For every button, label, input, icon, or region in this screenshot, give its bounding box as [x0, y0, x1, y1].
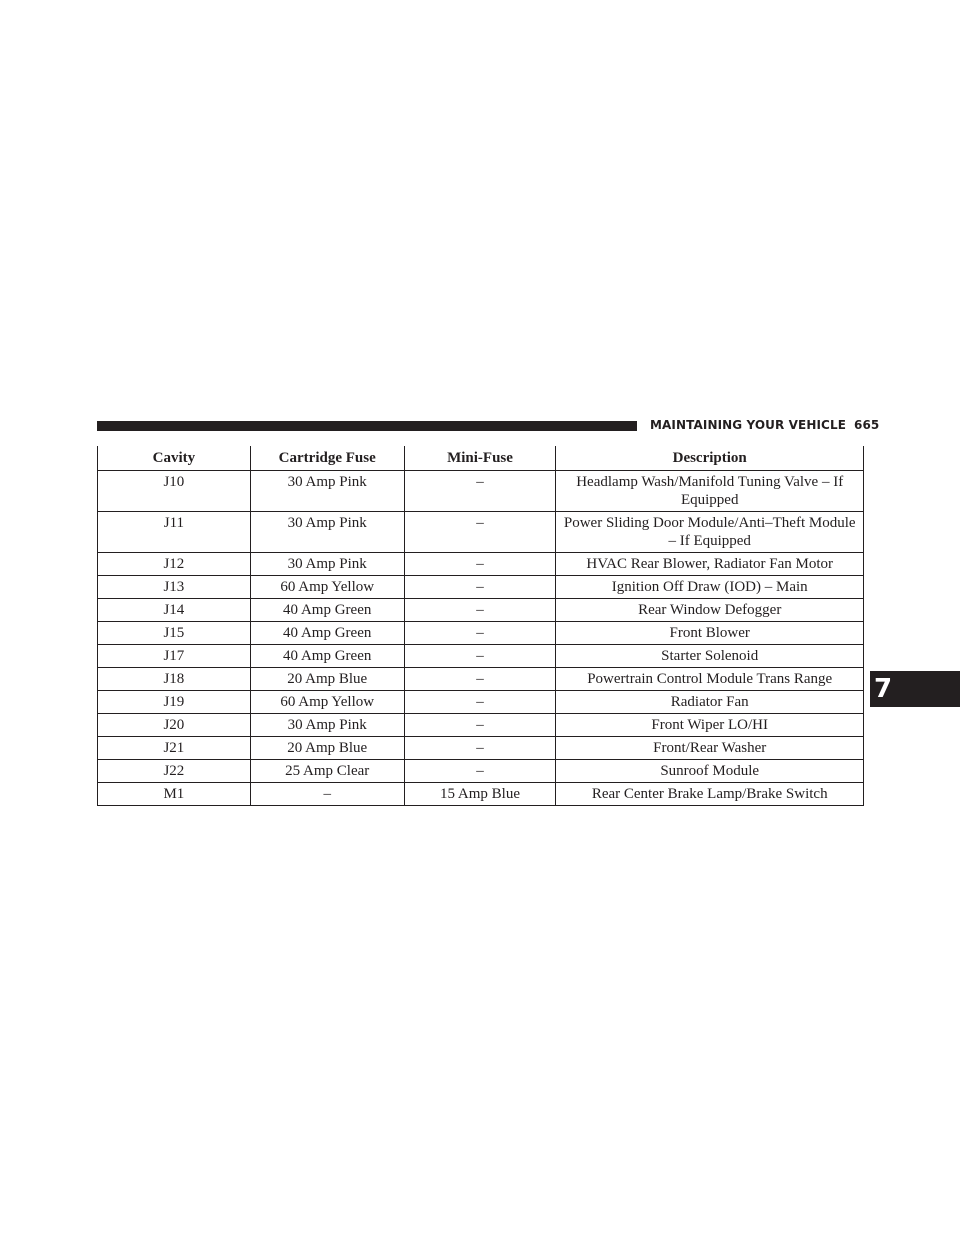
cell-cartridge-fuse: 40 Amp Green: [250, 599, 404, 622]
table-row: [98, 576, 864, 599]
chapter-tab: [870, 671, 960, 707]
cell-cartridge-fuse: –: [250, 783, 404, 806]
cell-cartridge-fuse: 30 Amp Pink: [250, 553, 404, 576]
cell-mini-fuse: –: [404, 691, 556, 714]
cell-mini-fuse: –: [404, 737, 556, 760]
cell-mini-fuse: –: [404, 622, 556, 645]
table-row: [98, 668, 864, 691]
cell-cartridge-fuse: 40 Amp Green: [250, 622, 404, 645]
table-header: [98, 446, 864, 471]
table-row: [98, 783, 864, 806]
cell-cavity: J11: [98, 512, 251, 553]
cell-description: Front/Rear Washer: [556, 737, 864, 760]
header-row: [98, 446, 864, 471]
cell-cavity: M1: [98, 783, 251, 806]
cell-description: Front Blower: [556, 622, 864, 645]
cell-mini-fuse: –: [404, 599, 556, 622]
section-title: MAINTAINING YOUR VEHICLE: [650, 418, 846, 432]
cell-cavity: J19: [98, 691, 251, 714]
chapter-number: 7: [874, 674, 893, 704]
fuse-table: [97, 446, 864, 806]
column-header-cartridge-fuse: Cartridge Fuse: [250, 446, 404, 471]
column-header-cavity: Cavity: [98, 446, 251, 471]
cell-mini-fuse: –: [404, 760, 556, 783]
table-row: [98, 512, 864, 553]
cell-mini-fuse: –: [404, 553, 556, 576]
header-rule: [97, 421, 637, 431]
cell-mini-fuse: 15 Amp Blue: [404, 783, 556, 806]
table-row: [98, 760, 864, 783]
cell-cavity: J10: [98, 471, 251, 512]
cell-cartridge-fuse: 20 Amp Blue: [250, 668, 404, 691]
cell-cavity: J17: [98, 645, 251, 668]
table-row: [98, 714, 864, 737]
cell-cartridge-fuse: 20 Amp Blue: [250, 737, 404, 760]
cell-description: Starter Solenoid: [556, 645, 864, 668]
table-row: [98, 691, 864, 714]
cell-cavity: J22: [98, 760, 251, 783]
cell-cartridge-fuse: 40 Amp Green: [250, 645, 404, 668]
table-row: [98, 471, 864, 512]
cell-cavity: J20: [98, 714, 251, 737]
table-body: [98, 471, 864, 806]
cell-mini-fuse: –: [404, 645, 556, 668]
cell-description: Front Wiper LO/HI: [556, 714, 864, 737]
cell-cavity: J14: [98, 599, 251, 622]
cell-mini-fuse: –: [404, 668, 556, 691]
cell-description: Rear Center Brake Lamp/Brake Switch: [556, 783, 864, 806]
cell-cavity: J13: [98, 576, 251, 599]
cell-cavity: J21: [98, 737, 251, 760]
cell-description: Ignition Off Draw (IOD) – Main: [556, 576, 864, 599]
column-header-mini-fuse: Mini-Fuse: [404, 446, 556, 471]
cell-cartridge-fuse: 30 Amp Pink: [250, 714, 404, 737]
cell-cavity: J18: [98, 668, 251, 691]
page-number: 665: [854, 418, 880, 432]
cell-description: Power Sliding Door Module/Anti–Theft Module – If Equipped: [556, 512, 864, 553]
cell-description: Powertrain Control Module Trans Range: [556, 668, 864, 691]
cell-description: HVAC Rear Blower, Radiator Fan Motor: [556, 553, 864, 576]
cell-description: Rear Window Defogger: [556, 599, 864, 622]
cell-description: Sunroof Module: [556, 760, 864, 783]
cell-mini-fuse: –: [404, 576, 556, 599]
column-header-description: Description: [556, 446, 864, 471]
cell-cartridge-fuse: 60 Amp Yellow: [250, 691, 404, 714]
cell-description: Radiator Fan: [556, 691, 864, 714]
table-row: [98, 645, 864, 668]
cell-cartridge-fuse: 30 Amp Pink: [250, 471, 404, 512]
cell-cavity: J15: [98, 622, 251, 645]
table-row: [98, 737, 864, 760]
cell-cavity: J12: [98, 553, 251, 576]
table-row: [98, 599, 864, 622]
cell-description: Headlamp Wash/Manifold Tuning Valve – If Equipped: [556, 471, 864, 512]
table-row: [98, 622, 864, 645]
cell-cartridge-fuse: 60 Amp Yellow: [250, 576, 404, 599]
cell-mini-fuse: –: [404, 714, 556, 737]
table-row: [98, 553, 864, 576]
cell-cartridge-fuse: 25 Amp Clear: [250, 760, 404, 783]
cell-cartridge-fuse: 30 Amp Pink: [250, 512, 404, 553]
cell-mini-fuse: –: [404, 471, 556, 512]
running-header: [650, 418, 879, 432]
cell-mini-fuse: –: [404, 512, 556, 553]
